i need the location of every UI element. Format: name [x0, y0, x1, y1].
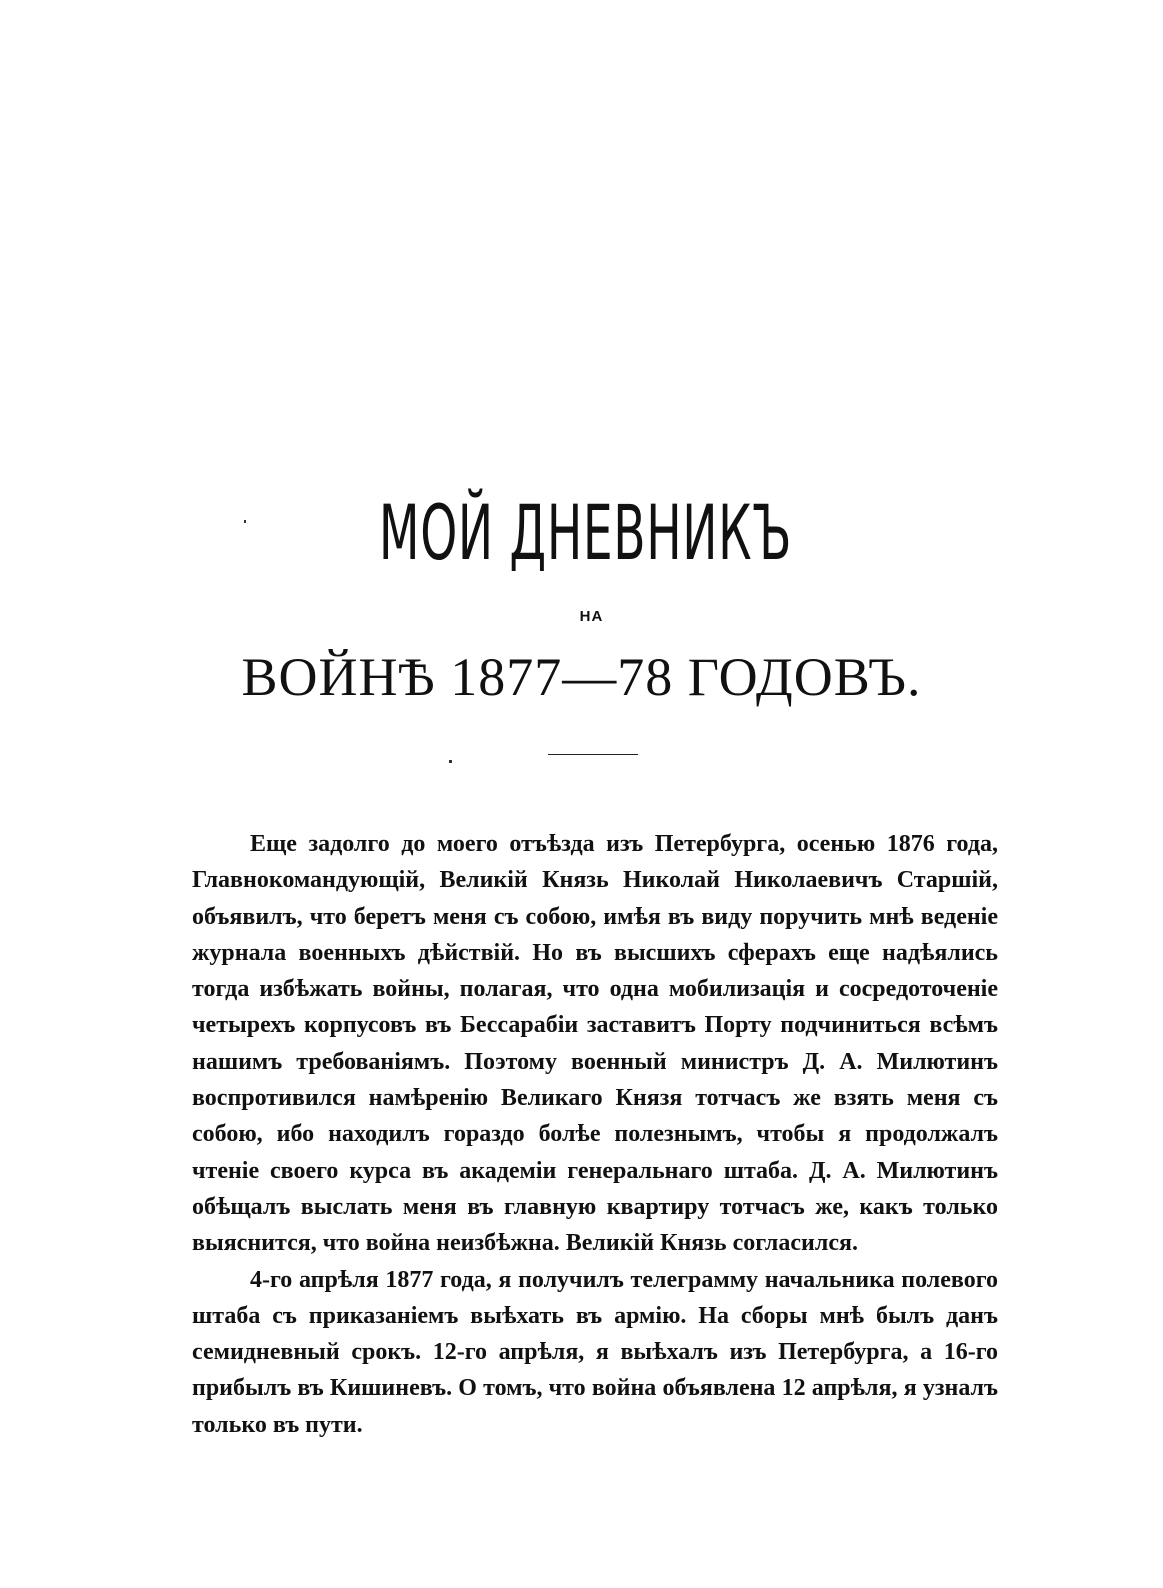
body-text	[192, 826, 998, 1443]
title-divider	[548, 754, 638, 755]
title-connector: НА	[579, 608, 604, 625]
page-title: МОЙ ДНЕВНИКЪ	[378, 488, 793, 577]
paragraph: Еще задолго до моего отъѣзда изъ Петербурга, осенью 1876 года, Главнокомандующій, Великій Князь Николай Николаевичъ Старшій, объявилъ, что беретъ меня съ собою, имѣя въ виду поручить мнѣ веденіе журнала военныхъ дѣйствій. Но въ высшихъ сферахъ еще надѣялись тогда избѣжать войны, полагая, что одна мобилизація и сосредоточеніе четырехъ корпусовъ въ Бессарабіи заставитъ Порту подчиниться всѣмъ нашимъ требованіямъ. Поэтому военный министръ Д. А. Милютинъ воспротивился намѣренію Великаго Князя тотчасъ же взять меня съ собою, ибо находилъ гораздо болѣе полезнымъ, чтобы я продолжалъ чтеніе своего курса въ академіи генеральнаго штаба. Д. А. Милютинъ обѣщалъ выслать меня въ главную квартиру тотчасъ же, какъ только выяснится, что война неизбѣжна. Великій Князь согласился.	[192, 831, 998, 1257]
print-speck	[244, 520, 246, 523]
print-speck	[449, 760, 452, 763]
paragraph: 4-го апрѣля 1877 года, я получилъ телеграмму начальника полевого штаба съ приказаніемъ выѣхать въ армію. На сборы мнѣ былъ данъ семидневный срокъ. 12-го апрѣля, я выѣхалъ изъ Петербурга, а 16-го прибылъ въ Кишиневъ. О томъ, что война объявлена 12 апрѣля, я узналъ только въ пути.	[192, 1266, 998, 1438]
page-subtitle: ВОЙНѢ 1877—78 ГОДОВЪ.	[241, 647, 922, 707]
